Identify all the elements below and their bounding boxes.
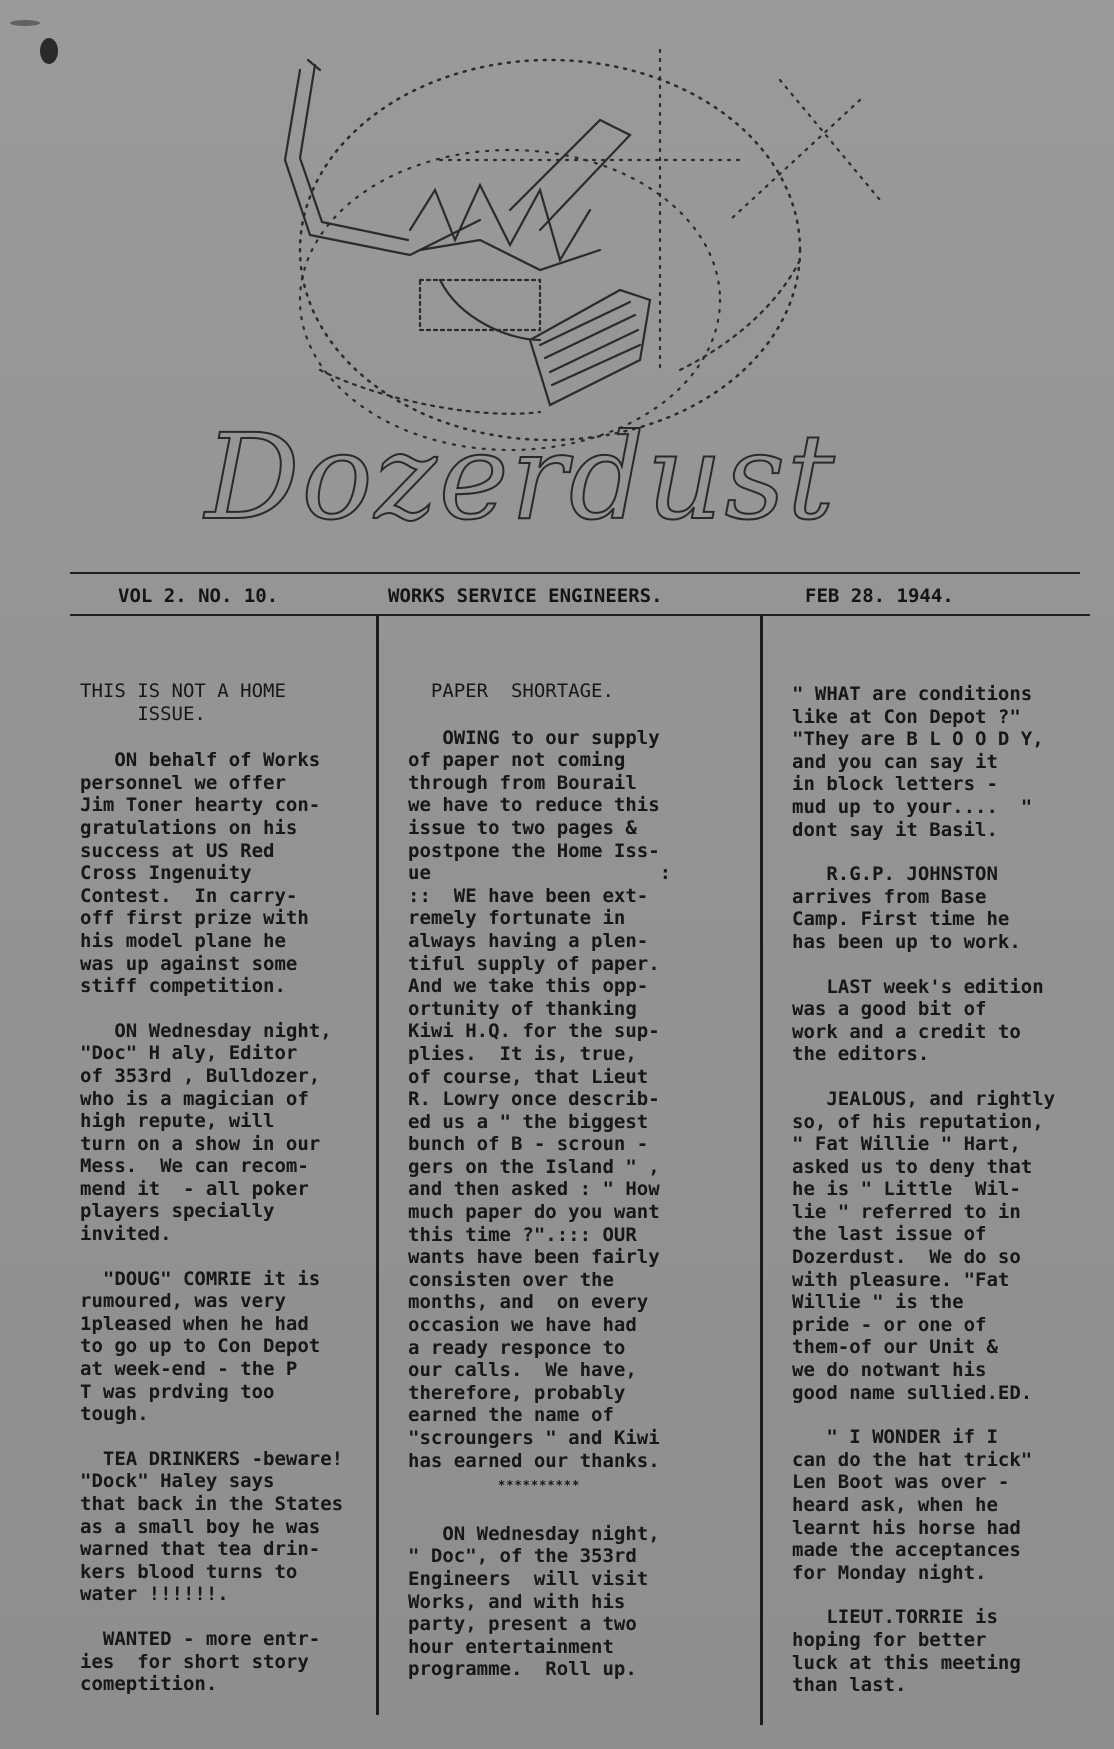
column-left-headline: THIS IS NOT A HOME ISSUE. [80,680,286,725]
issue-date: FEB 28. 1944. [805,585,954,607]
column-middle [408,680,753,1703]
article-item: ON Wednesday night, " Doc", of the 353rd Engineers will visit Works, and with his party, present a two hour entertainment programme. Roll up. [408,1522,660,1681]
article-item: JEALOUS, and rightly so, of his reputation, " Fat Willie " Hart, asked us to deny that he is " Little Wil- lie " referred to in the last issue of Dozerdust. We do so with pleasure. "Fat Willie " is the pride - or one of them-of our Unit & we do notwant his good name sullied.ED. [792,1087,1056,1404]
volume-number: VOL 2. NO. 10. [118,585,279,607]
column-divider-left [376,615,379,1715]
column-left [80,680,370,1718]
ink-blot [10,20,40,26]
article-item: " I WONDER if I can do the hat trick" Len Boot was over - heard ask, when he learnt his horse had made the acceptances for Monday night. [792,1426,1033,1584]
header-top-rule [70,572,1080,574]
article-item: TEA DRINKERS -beware! "Dock" Haley says that back in the States as a small boy he was warned that tea drin- kers blood turns to water !!!!!!. [80,1447,344,1606]
article-item: LIEUT.TORRIE is hoping for better luck at this meeting than last. [792,1606,1021,1697]
article-item: " WHAT are conditions like at Con Depot ?" "They are B L O O D Y, and you can say it in block letters - mud up to your.... " dont say it Basil. [792,683,1044,841]
article-item: ON Wednesday night, "Doc" H aly, Editor of 353rd , Bulldozer, who is a magician of high repute, will turn on a show in our Mess. We can recom- mend it - all poker players specially invited. [80,1019,332,1246]
header-bottom-rule [70,614,1090,616]
masthead-title: Dozerdust [205,408,837,546]
column-middle-headline: PAPER SHORTAGE. [408,680,614,702]
article-item: "DOUG" COMRIE it is rumoured, was very 1pleased when he had to go up to Con Depot at week-end - the P T was prdving too tough. [80,1267,321,1426]
organisation-name: WORKS SERVICE ENGINEERS. [388,585,663,607]
article-item: WANTED - more entr- ies for short story comeptition. [80,1627,321,1696]
column-right [792,683,1092,1719]
article-item: LAST week's edition was a good bit of work and a credit to the editors. [792,975,1044,1066]
article-item: R.G.P. JOHNSTON arrives from Base Camp. First time he has been up to work. [792,863,1021,953]
article-item: ON behalf of Works personnel we offer Jim Toner hearty con- gratulations on his success at US Red Cross Ingenuity Contest. In carry- off first prize with his model plane he was up against some stiff competition. [80,749,321,998]
column-divider-right [760,615,763,1725]
ink-blot [40,38,58,64]
article-item: OWING to our supply of paper not coming through from Bourail we have to reduce this issue to two pages & postpone the Home Iss- ue : :: WE have been ext- remely fortunate in always having a plen- tiful supply of paper. And we take this opp- ortunity of thanking Kiwi H.Q. for the sup- plies. It is, true, of course, that Lieut R. Lowry once describ- ed us a " the biggest bunch of B - scroun - gers on the Island " , and then asked : " How much paper do you want this time ?".::: OUR wants have been fairly consisten over the months, and on every occasion we have had a ready responce to our calls. We have, therefore, probably earned the name of "scroungers " and Kiwi has earned our thanks. [408,726,672,1472]
separator-stars: ********** [498,1478,581,1493]
